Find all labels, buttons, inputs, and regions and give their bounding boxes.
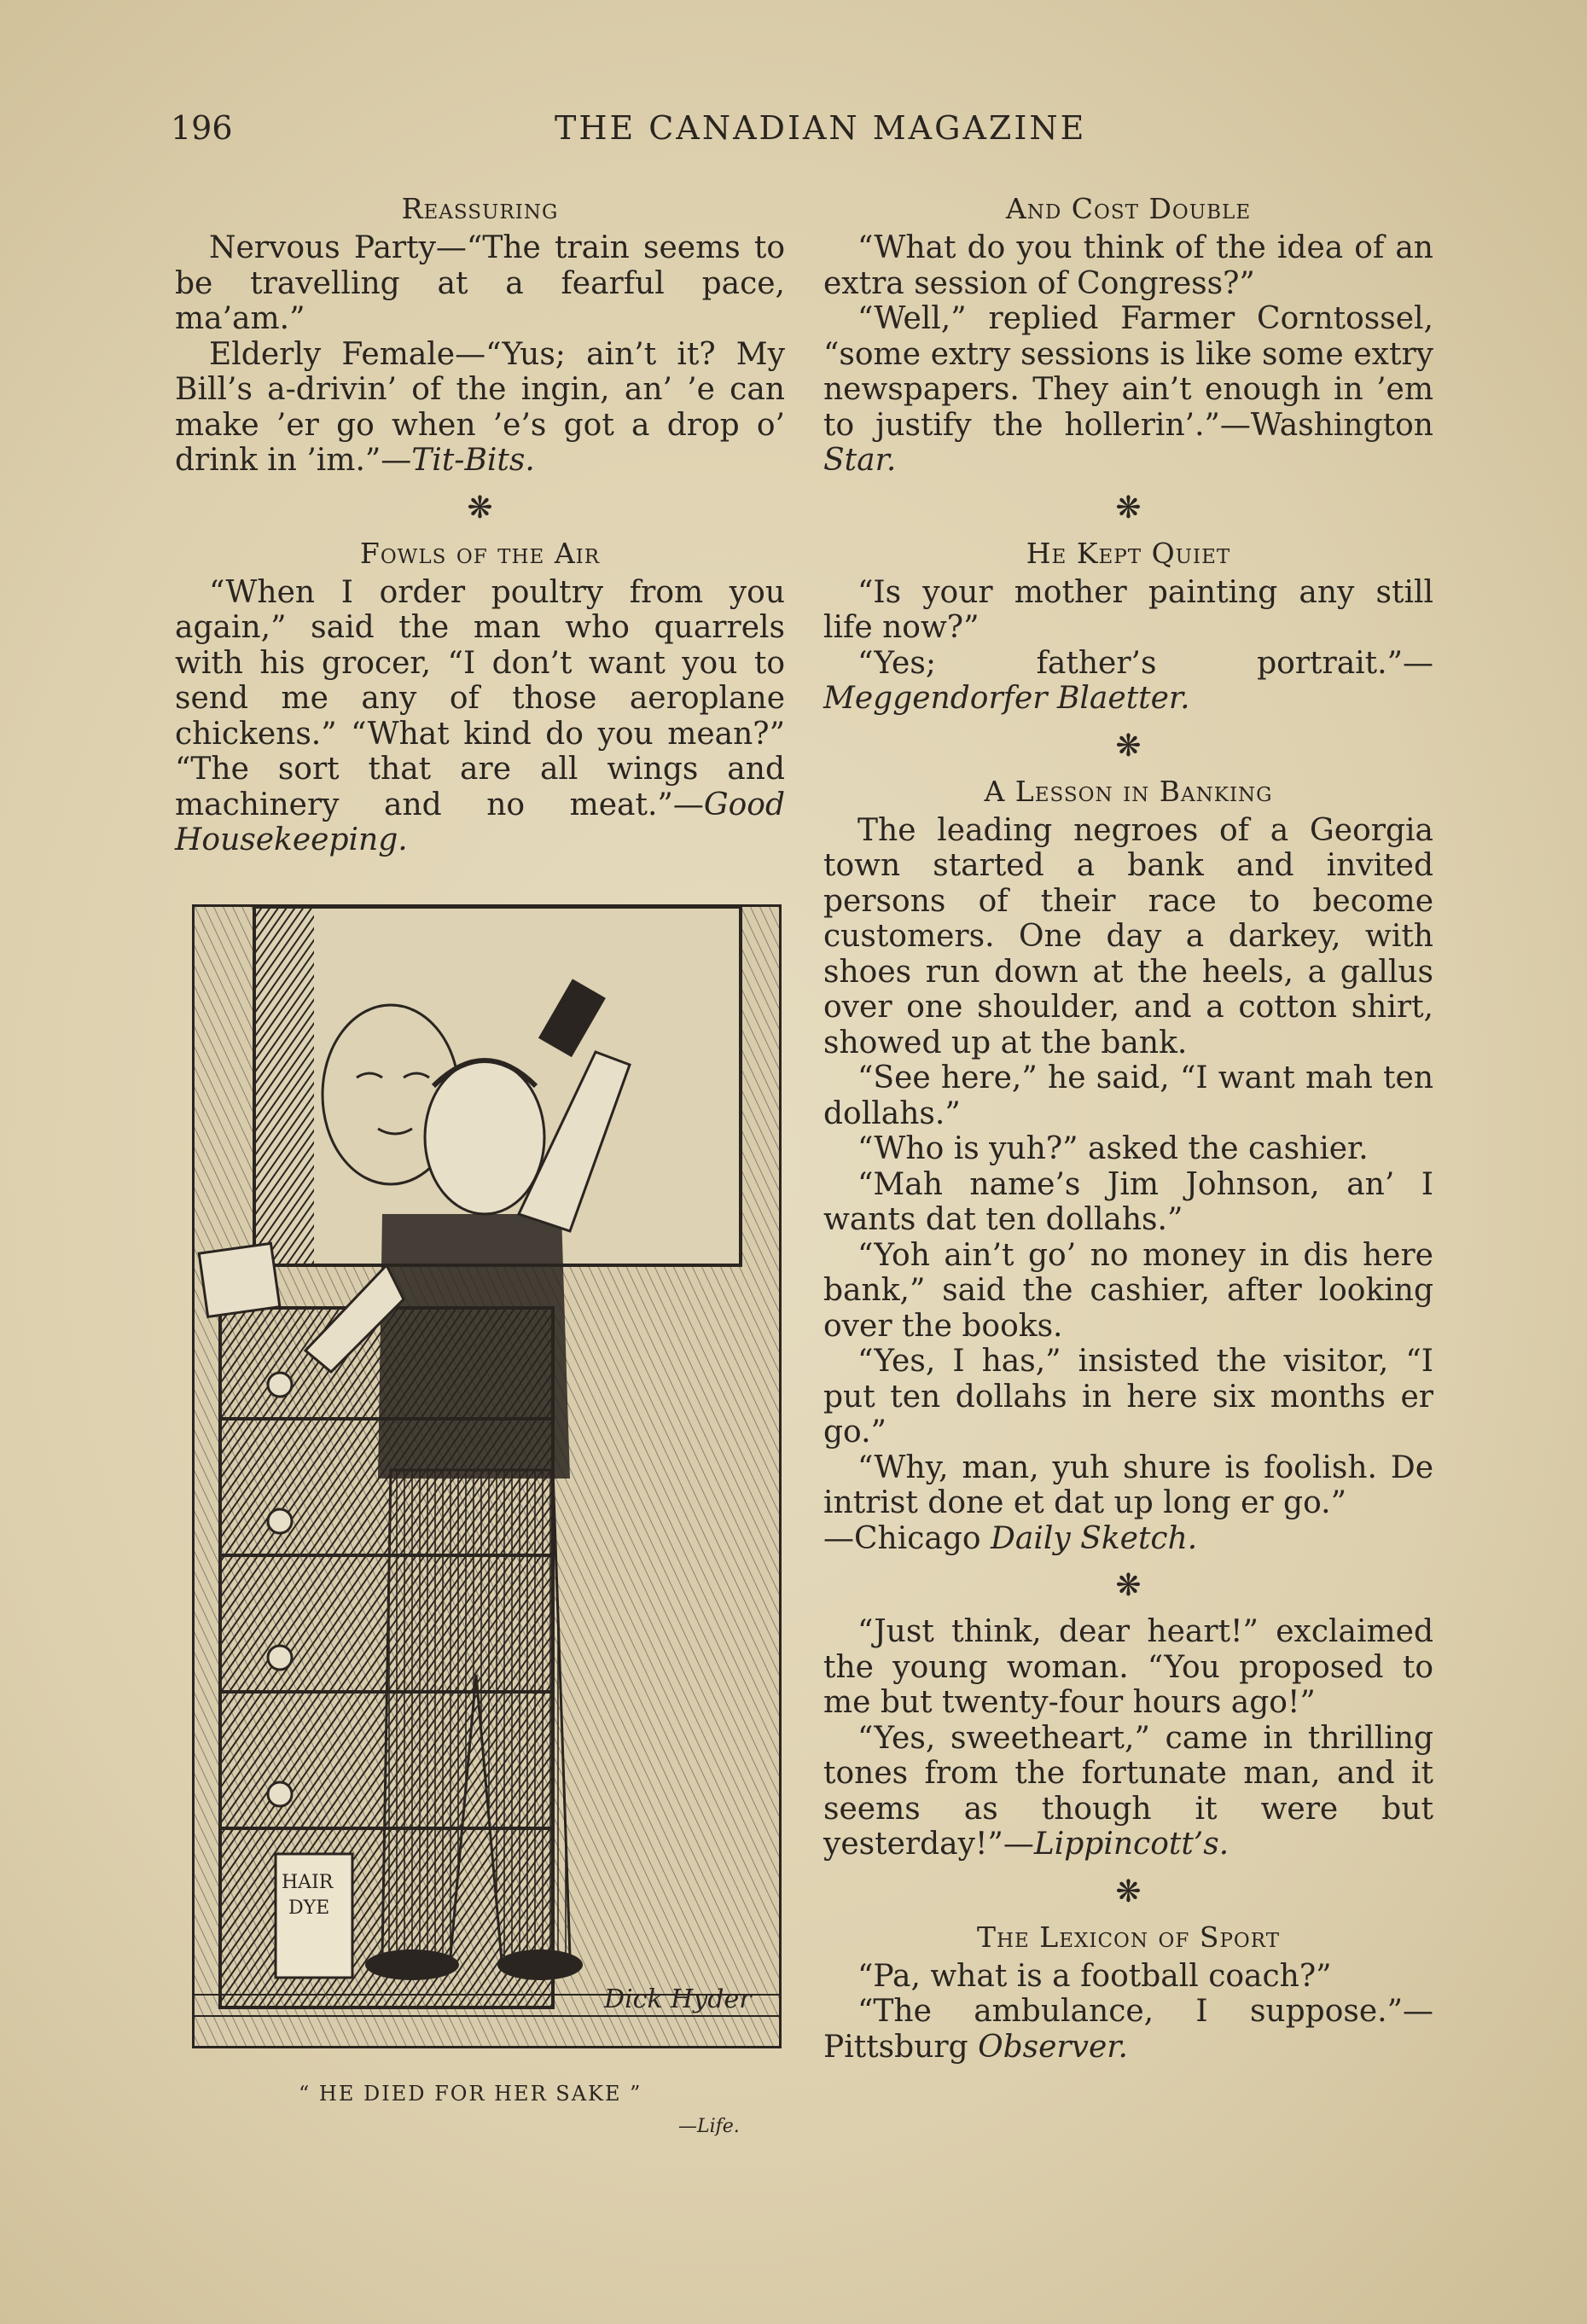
artist-signature: Dick Hyder	[604, 1984, 752, 2014]
paragraph: “Mah name’s Jim Johnson, an’ I wants dat ten dollahs.”	[823, 1166, 1433, 1237]
section-divider-star: ❋	[1115, 1874, 1142, 1909]
illustration-caption: “ HE DIED FOR HER SAKE ”	[299, 2082, 642, 2106]
article-he-kept-quiet	[823, 537, 1433, 717]
article-fowls-of-the-air	[175, 537, 785, 858]
paragraph: “Who is yuh?” asked the cashier.	[857, 1131, 1369, 1166]
paragraph: “Yes, I has,” insisted the visitor, “I put ten dollahs in here six months er go.”	[823, 1344, 1433, 1450]
section-divider-star: ❋	[1115, 728, 1142, 764]
source-credit: Good Housekeeping.	[175, 787, 785, 857]
source-credit: Meggendorfer Blaetter.	[823, 681, 1190, 716]
paragraph: “Well,” replied Farmer Corntossel, “some extry sessions is like some extry newspapers. They ain’t enough in ’em to justify the hollerin’.”—Washington Star.	[823, 301, 1433, 478]
illustration-he-died-for-her-sake	[192, 904, 782, 2048]
article-the-lexicon-of-sport	[823, 1920, 1433, 2065]
article-title: A Lesson in Banking	[984, 774, 1273, 808]
article-reassuring	[175, 192, 785, 479]
paragraph: “What do you think of the idea of an extra session of Congress?”	[823, 230, 1433, 301]
hair-dye-box-label: HAIR	[282, 1872, 334, 1893]
section-divider-star: ❋	[1115, 490, 1142, 526]
paragraph: “Yoh ain’t go’ no money in dis here bank,” said the cashier, after looking over the books.	[823, 1237, 1433, 1344]
paragraph: Elderly Female—“Yus; ain’t it? My Bill’s a-drivin’ of the ingin, an’ ’e can make ’er go when ’e’s got a drop o’ drink in ’im.”—Tit-Bits.	[175, 336, 785, 478]
source-credit: Star.	[823, 443, 897, 478]
section-divider-star: ❋	[1115, 1568, 1142, 1603]
source-credit: Lippincott’s.	[1033, 1827, 1229, 1862]
svg-text:DYE: DYE	[288, 1897, 330, 1919]
source-credit: Observer.	[978, 2029, 1128, 2065]
magazine-title: THE CANADIAN MAGAZINE	[555, 109, 1087, 147]
section-divider-star: ❋	[467, 490, 493, 526]
paragraph: The leading negroes of a Georgia town started a bank and invited persons of their race to become customers. One day a darkey, with shoes run down at the heels, a gallus over one shoulder, and a cotton shirt, showed up at the bank.	[823, 812, 1433, 1060]
page-number: 196	[171, 109, 233, 147]
article-and-cost-double	[823, 192, 1433, 479]
article-just-think	[823, 1614, 1433, 1862]
article-a-lesson-in-banking	[823, 775, 1433, 1557]
paragraph: “Why, man, yuh shure is foolish. De intrist done et dat up long er go.”	[823, 1450, 1433, 1520]
article-title: And Cost Double	[1005, 192, 1252, 225]
running-head	[171, 109, 1416, 160]
paragraph: Nervous Party—“The train seems to be travelling at a fearful pace, ma’am.”	[175, 230, 785, 336]
source-credit: Tit-Bits.	[411, 443, 535, 478]
paragraph: “Is your mother painting any still life now?”	[823, 574, 1433, 645]
right-column	[823, 192, 1433, 2065]
illustration-credit: —Life.	[678, 2116, 740, 2137]
article-title: Reassuring	[401, 192, 559, 225]
article-title: The Lexicon of Sport	[976, 1920, 1281, 1954]
paragraph: “Pa, what is a football coach?”	[857, 1958, 1332, 1994]
paragraph: “Yes; father’s portrait.”—Meggendorfer Blaetter.	[823, 645, 1433, 716]
article-title: Fowls of the Air	[359, 536, 601, 570]
paragraph: —Chicago Daily Sketch.	[823, 1520, 1198, 1556]
paragraph: “The ambulance, I suppose.”— Pittsburg Observer.	[823, 1994, 1433, 2065]
article-title: He Kept Quiet	[1026, 536, 1231, 570]
paragraph: “When I order poultry from you again,” said the man who quarrels with his grocer, “I don’t want you to send me any of those aeroplane chickens.” “What kind do you mean?” “The sort that are all wings and machinery and no meat.”—Good Housekeeping.	[175, 574, 785, 857]
paragraph: “See here,” he said, “I want mah ten dollahs.”	[823, 1060, 1433, 1131]
paragraph: “Just think, dear heart!” exclaimed the young woman. “You proposed to me but twenty-four hours ago!”	[823, 1614, 1433, 1720]
left-column	[175, 192, 785, 858]
illustration-drawing	[195, 907, 779, 2046]
paragraph: “Yes, sweetheart,” came in thrilling tones from the fortunate man, and it seems as though it were but yesterday!”—Lippincott’s.	[823, 1720, 1433, 1862]
source-credit: Daily Sketch.	[991, 1520, 1198, 1556]
